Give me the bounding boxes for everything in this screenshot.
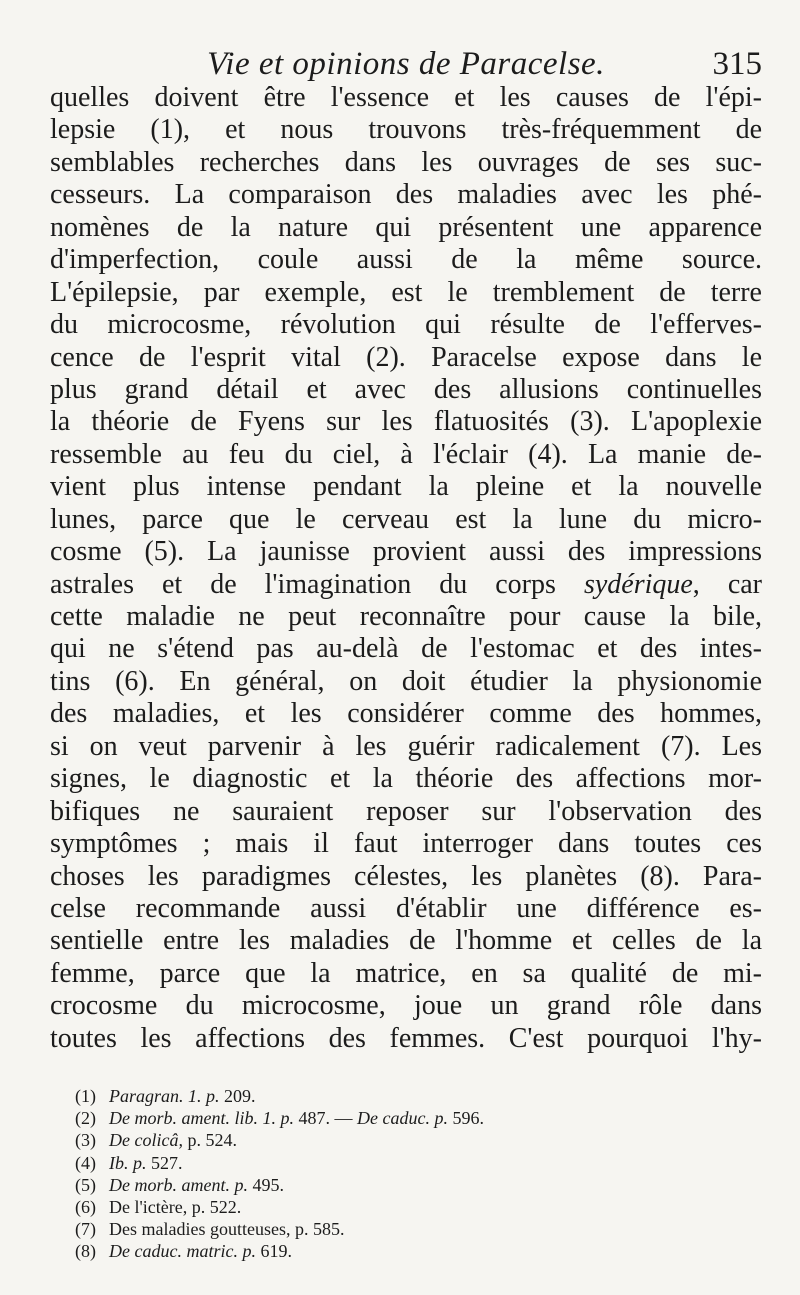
text-line: semblables recherches dans les ouvrages de ses suc- bbox=[50, 146, 762, 178]
text-line: signes, le diagnostic et la théorie des affections mor- bbox=[50, 763, 762, 795]
text-line: celse recommande aussi d'établir une différence es- bbox=[50, 892, 762, 924]
footnote-page: 596. bbox=[447, 1108, 484, 1129]
footnote-page: 527. bbox=[146, 1152, 183, 1173]
text-line: des maladies, et les considérer comme des hommes, bbox=[50, 698, 762, 730]
italic-term: sydérique bbox=[583, 568, 693, 600]
text-line: d'imperfection, coule aussi de la même source. bbox=[50, 244, 762, 276]
main-text bbox=[50, 82, 762, 1055]
footnote-page: 209. bbox=[219, 1086, 256, 1106]
footnote-number: (1) bbox=[75, 1086, 96, 1106]
text-line: cesseurs. La comparaison des maladies avec les phé- bbox=[50, 179, 762, 211]
text-line: tins (6). En général, on doit étudier la physionomie bbox=[50, 665, 762, 697]
text-line: qui ne s'étend pas au-delà de l'estomac et des intes- bbox=[50, 633, 762, 665]
text-line: femme, parce que la matrice, en sa qualité de mi- bbox=[50, 957, 762, 989]
footnote-number: (7) bbox=[75, 1219, 96, 1240]
footnote-reference: De colicâ, bbox=[109, 1130, 183, 1151]
text-line: ressemble au feu du ciel, à l'éclair (4). La manie de- bbox=[50, 438, 762, 470]
page-header bbox=[50, 44, 762, 84]
text-line: cosme (5). La jaunisse provient aussi des impressions bbox=[50, 536, 762, 568]
text-line: si on veut parvenir à les guérir radicalement (7). Les bbox=[50, 730, 762, 762]
page-number: 315 bbox=[712, 46, 762, 82]
text-line: symptômes ; mais il faut interroger dans toutes ces bbox=[50, 828, 762, 860]
footnote-reference: Ib. p. bbox=[109, 1152, 147, 1173]
footnote-reference: De morb. ament. p. bbox=[109, 1174, 248, 1195]
footnote bbox=[75, 1240, 765, 1262]
text-line: crocosme du microcosme, joue un grand rôle dans bbox=[50, 990, 762, 1022]
footnote-reference: De caduc. p. bbox=[356, 1108, 448, 1129]
text-segment: , car bbox=[692, 568, 762, 600]
text-line: vient plus intense pendant la pleine et la nouvelle bbox=[50, 471, 762, 503]
footnote-number: (4) bbox=[75, 1152, 96, 1173]
footnote-page: Des maladies goutteuses, p. 585. bbox=[109, 1219, 345, 1240]
footnote-reference: Paragran. 1. p. bbox=[109, 1086, 220, 1106]
text-line: toutes les affections des femmes. C'est pourquoi l'hy- bbox=[50, 1022, 762, 1054]
text-line: du microcosme, révolution qui résulte de l'efferves- bbox=[50, 309, 762, 341]
footnote-page: De l'ictère, p. 522. bbox=[109, 1196, 242, 1217]
footnote bbox=[75, 1218, 765, 1240]
text-line: quelles doivent être l'essence et les causes de l'épi- bbox=[50, 82, 762, 113]
footnote-number: (5) bbox=[75, 1174, 96, 1195]
footnote-page: 487. — bbox=[293, 1108, 357, 1129]
footnote-page: 619. bbox=[255, 1241, 292, 1262]
footnote-reference: De morb. ament. lib. 1. p. bbox=[109, 1108, 294, 1129]
text-line: bifiques ne sauraient reposer sur l'observation des bbox=[50, 795, 762, 827]
footnote-number: (6) bbox=[75, 1196, 96, 1217]
footnote-number: (8) bbox=[75, 1241, 96, 1262]
text-line-sydérique bbox=[50, 569, 762, 601]
footnote bbox=[75, 1152, 765, 1174]
text-line: nomènes de la nature qui présentent une apparence bbox=[50, 211, 762, 243]
footnote-number: (3) bbox=[75, 1130, 96, 1151]
footnote-page: 495. bbox=[247, 1174, 284, 1195]
text-line: L'épilepsie, par exemple, est le tremblement de terre bbox=[50, 276, 762, 308]
footnote bbox=[75, 1174, 765, 1196]
text-line: cence de l'esprit vital (2). Paracelse expose dans le bbox=[50, 341, 762, 373]
footnote-page: p. 524. bbox=[182, 1130, 237, 1151]
footnote bbox=[75, 1196, 765, 1218]
text-line: sentielle entre les maladies de l'homme et celles de la bbox=[50, 925, 762, 957]
footnote bbox=[75, 1085, 765, 1107]
footnote bbox=[75, 1107, 765, 1129]
text-line: lepsie (1), et nous trouvons très-fréquemment de bbox=[50, 114, 762, 146]
text-line: plus grand détail et avec des allusions continuelles bbox=[50, 373, 762, 405]
footnote bbox=[75, 1129, 765, 1151]
text-line: la théorie de Fyens sur les flatuosités (3). L'apoplexie bbox=[50, 406, 762, 438]
text-line: lunes, parce que le cerveau est la lune du micro- bbox=[50, 503, 762, 535]
text-line: cette maladie ne peut reconnaître pour cause la bile, bbox=[50, 601, 762, 632]
text-line: choses les paradigmes célestes, les planètes (8). Para- bbox=[50, 860, 762, 892]
footnote-reference: De caduc. matric. p. bbox=[109, 1241, 256, 1262]
text-segment: astrales et de l'imagination du corps bbox=[50, 568, 584, 600]
running-title: Vie et opinions de Paracelse. bbox=[207, 46, 605, 82]
footnotes bbox=[75, 1085, 765, 1263]
footnote-number: (2) bbox=[75, 1108, 96, 1129]
